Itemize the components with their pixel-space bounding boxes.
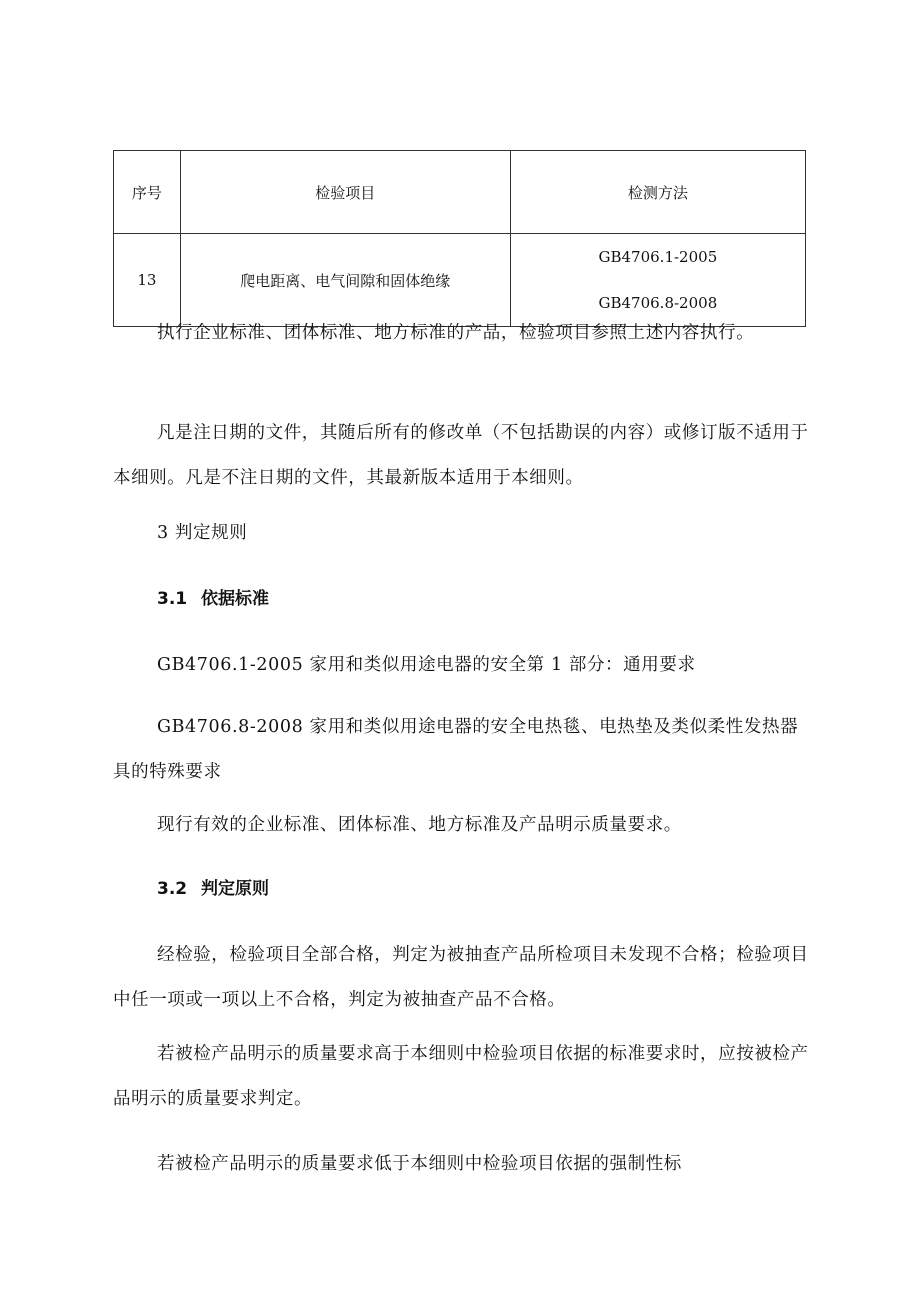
header-serial-number: 序号 [114, 151, 181, 234]
cell-inspection-item: 爬电距离、电气间隙和固体绝缘 [180, 234, 510, 327]
paragraph-lower-requirement-rule: 若被检产品明示的质量要求低于本细则中检验项目依据的强制性标 [157, 1154, 682, 1174]
subsection-heading-basis-standards [157, 584, 269, 614]
subsection-number: 3.1 [157, 589, 188, 609]
test-method-standard-1: GB4706.1-2005 [598, 248, 718, 266]
paragraph-qualified-rule: 经检验，检验项目全部合格，判定为被抽查产品所检项目未发现不合格；检验项目中任一项或一项以上不合格，判定为被抽查产品不合格。 [113, 945, 809, 1010]
test-method-standard-2: GB4706.8-2008 [598, 294, 718, 312]
paragraph-higher-requirement-rule: 若被检产品明示的质量要求高于本细则中检验项目依据的标准要求时，应按被检产品明示的质量要求判定。 [113, 1044, 809, 1109]
standard-enterprise-group-local: 现行有效的企业标准、团体标准、地方标准及产品明示质量要求。 [157, 815, 682, 835]
subsection-number: 3.2 [157, 879, 188, 899]
inspection-table [113, 150, 806, 327]
standard-gb4706-8: GB4706.8-2008 家用和类似用途电器的安全电热毯、电热垫及类似柔性发热器具的特殊要求 [113, 717, 799, 782]
header-test-method: 检测方法 [510, 151, 805, 234]
standard-gb4706-1: GB4706.1-2005 家用和类似用途电器的安全第 1 部分：通用要求 [157, 655, 696, 675]
subsection-title: 判定原则 [201, 879, 269, 899]
cell-serial-number: 13 [114, 234, 181, 327]
subsection-title: 依据标准 [201, 589, 269, 609]
paragraph-enterprise-standard: 执行企业标准、团体标准、地方标准的产品，检验项目参照上述内容执行。 [157, 323, 755, 343]
header-inspection-item: 检验项目 [180, 151, 510, 234]
subsection-heading-judgement-principles [157, 874, 269, 904]
table-header-row [114, 151, 806, 234]
section-heading-judgement-rules: 3 判定规则 [157, 523, 248, 543]
paragraph-dated-references: 凡是注日期的文件，其随后所有的修改单（不包括勘误的内容）或修订版不适用于本细则。凡是不注日期的文件，其最新版本适用于本细则。 [113, 423, 809, 488]
